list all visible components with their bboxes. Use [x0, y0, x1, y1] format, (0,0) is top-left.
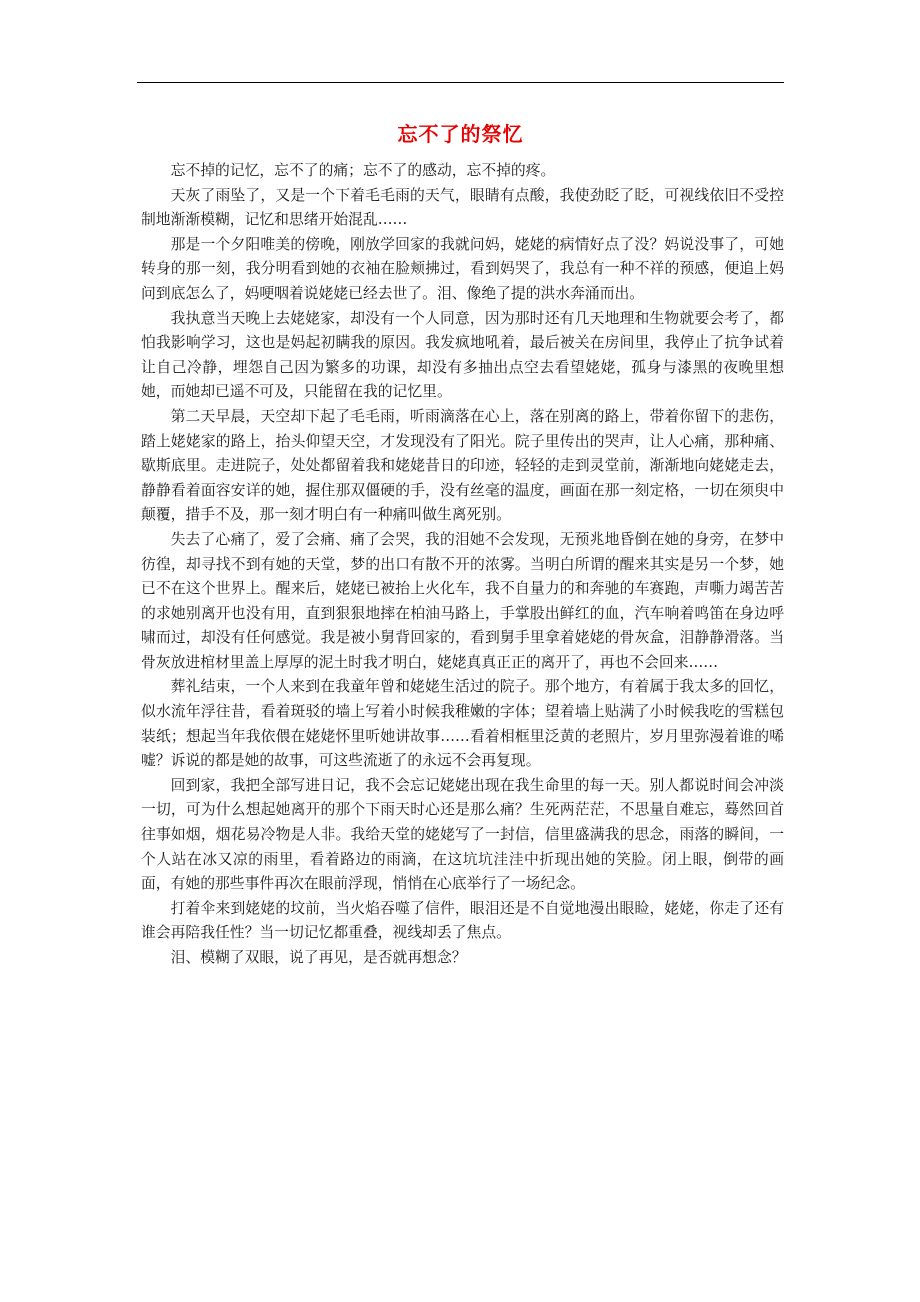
paragraph: 泪、模糊了双眼，说了再见，是否就再想念？: [170, 949, 467, 966]
paragraph: 失去了心痛了，爱了会痛、痛了会哭，我的泪她不会发现，无预兆地昏倒在她的身旁，在梦中彷徨，却寻找不到有她的天堂，梦的出口有散不开的浓雾。当明白所谓的醒来其实是另一个梦，她已不在这个世界上。醒来后，姥姥已被抬上火化车，我不自量力的和奔驰的车赛跑，声嘶力竭苦苦的求她别离开也没有用，直到狠狠地摔在柏油马路上，手掌股出鲜红的血，汽车响着鸣笛在身边呼啸而过，却没有任何感觉。我是被小舅背回家的，看到舅手里拿着姥姥的骨灰盒，泪静静滑落。当骨灰放进棺材里盖上厚厚的泥土时我才明白，姥姥真真正正的离开了，再也不会回来……: [141, 530, 784, 671]
paragraph: 回到家，我把全部写进日记，我不会忘记姥姥出现在我生命里的每一天。别人都说时间会冲淡一切，可为什么想起她离开的那个下雨天时心还是那么痛？生死两茫茫，不思量自难忘，蓦然回首往事如烟，烟花易冷物是人非。我给天堂的姥姥写了一封信，信里盛满我的思念，雨落的瞬间，一个人站在冰又凉的雨里，看着路边的雨滴，在这坑坑洼洼中折现出她的笑脸。闭上眼，倒带的画面，有她的那些事件再次在眼前浮现，悄悄在心底举行了一场纪念。: [141, 776, 784, 893]
paragraph: 打着伞来到姥姥的坟前，当火焰吞噬了信件，眼泪还是不自觉地漫出眼睑，姥姥，你走了还有谁会再陪我任性？当一切记忆都重叠，视线却丢了焦点。: [141, 899, 784, 942]
paragraph: 我执意当天晚上去姥姥家，却没有一个人同意，因为那时还有几天地理和生物就要会考了，都怕我影响学习，这也是妈起初瞒我的原因。我发疯地吼着，最后被关在房间里，我停止了抗争试着让自己冷静，埋怨自己因为繁多的功课，却没有多抽出点空去看望姥姥，孤身与漆黑的夜晚里想她，而她却已遥不可及，只能留在我的记忆里。: [141, 309, 784, 401]
article-title: 忘不了的祭忆: [397, 122, 524, 146]
paragraph: 第二天早晨，天空却下起了毛毛雨，听雨滴落在心上，落在别离的路上，带着你留下的悲伤，踏上姥姥家的路上，抬头仰望天空，才发现没有了阳光。院子里传出的哭声，让人心痛，那种痛、歇斯底里。走进院子，处处都留着我和姥姥昔日的印迹，轻轻的走到灵堂前，渐渐地向姥姥走去，静静看着面容安详的她，握住那双僵硬的手，没有丝毫的温度，画面在那一刻定格，一切在须臾中颠覆，措手不及，那一刻才明白有一种痛叫做生离死别。: [141, 407, 784, 524]
paragraph: 那是一个夕阳唯美的傍晚，刚放学回家的我就问妈，姥姥的病情好点了没？妈说没事了，可她转身的那一刻，我分明看到她的衣袖在脸颊拂过，看到妈哭了，我总有一种不祥的预感，便追上妈问到底怎么了，妈哽咽着说姥姥已经去世了。泪、像绝了提的洪水奔涌而出。: [141, 235, 784, 302]
article-body: [141, 159, 784, 971]
header-rule: [137, 82, 784, 83]
paragraph: 天灰了雨坠了，又是一个下着毛毛雨的天气，眼睛有点酸，我使劲眨了眨，可视线依旧不受控制地渐渐模糊，记忆和思绪开始混乱……: [141, 186, 784, 229]
paragraph: 葬礼结束，一个人来到在我童年曾和姥姥生活过的院子。那个地方，有着属于我太多的回忆，似水流年浮往昔，看着斑驳的墙上写着小时候我稚嫩的字体；望着墙上贴满了小时候我吃的雪糕包装纸；想起当年我依偎在姥姥怀里听她讲故事……看着相框里泛黄的老照片，岁月里弥漫着谁的唏嘘？诉说的都是她的故事，可这些流逝了的永远不会再复现。: [141, 678, 784, 770]
paragraph: 忘不掉的记忆，忘不了的痛；忘不了的感动，忘不掉的疼。: [170, 162, 556, 179]
